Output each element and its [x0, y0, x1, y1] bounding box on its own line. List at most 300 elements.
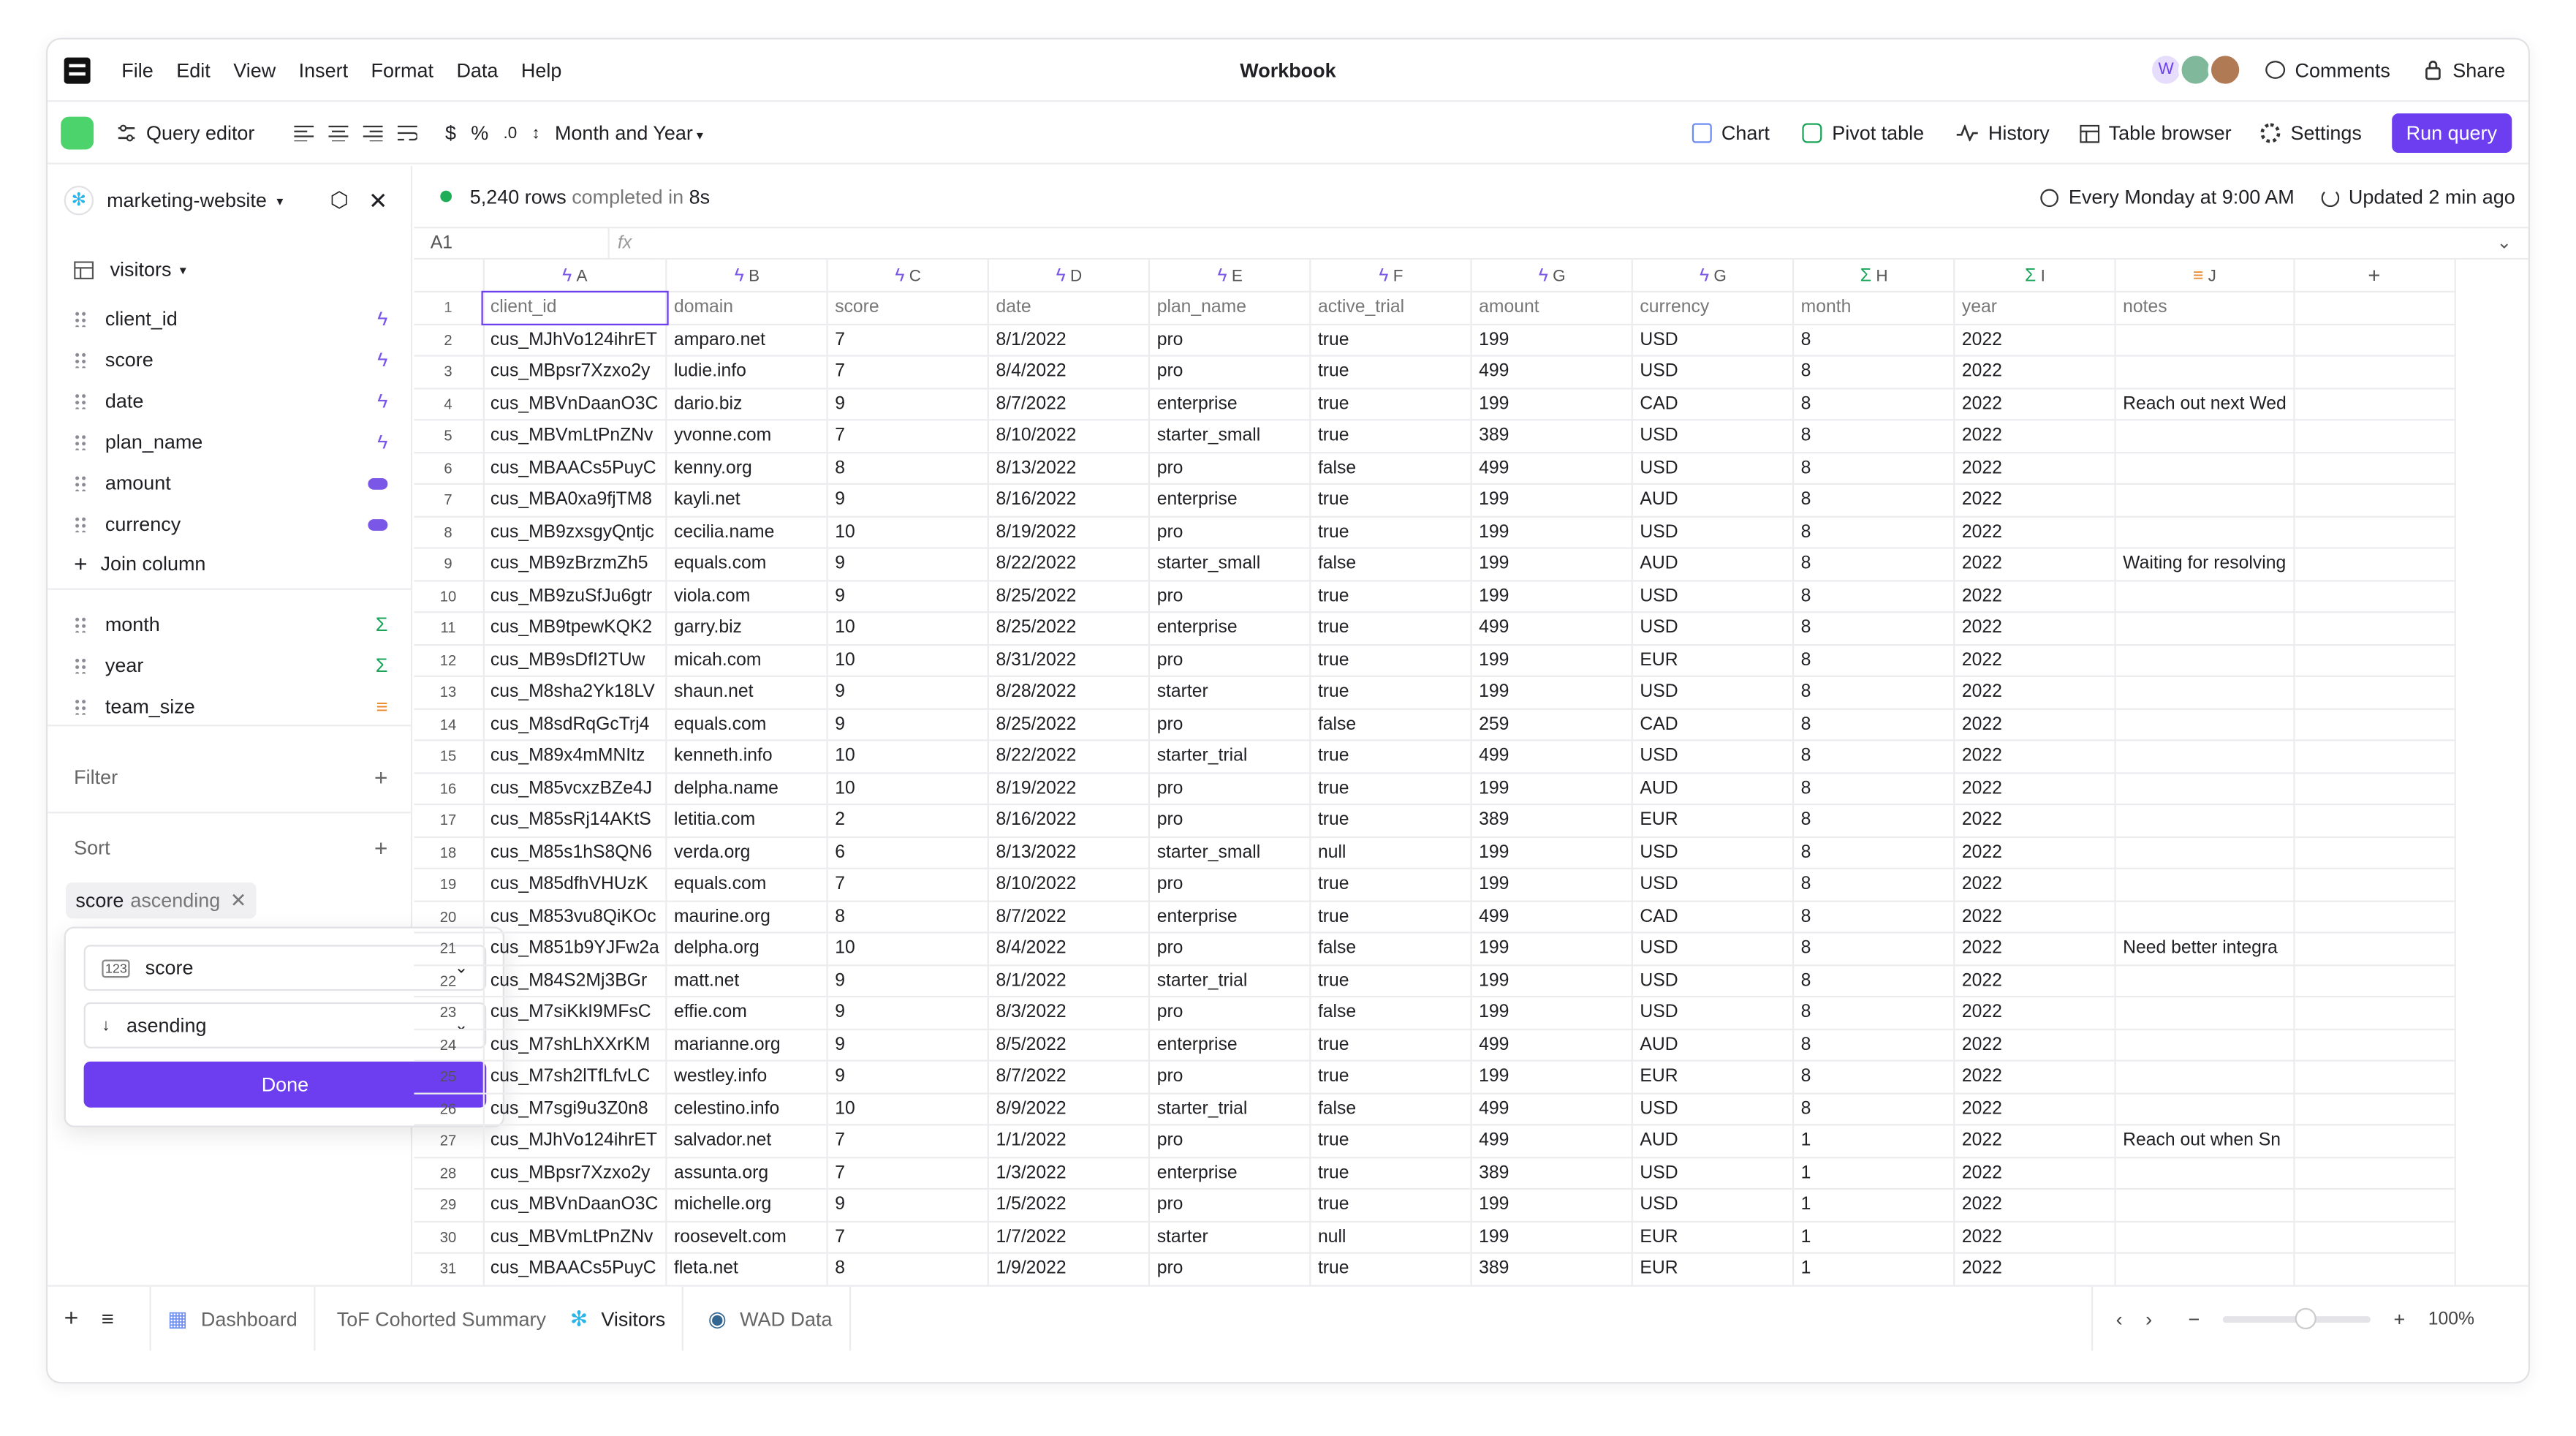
table-cell[interactable]: pro [1150, 580, 1311, 612]
chevron-down-icon[interactable]: ⌄ [2496, 233, 2512, 254]
table-cell[interactable]: true [1311, 1189, 1471, 1221]
table-cell[interactable]: 2022 [1955, 420, 2115, 452]
table-cell[interactable]: plan_name [1150, 292, 1311, 324]
table-cell[interactable]: true [1311, 580, 1471, 612]
sidebar-column-plan-name[interactable] [74, 426, 387, 458]
table-cell[interactable] [2115, 869, 2294, 901]
table-cell[interactable]: true [1311, 1061, 1471, 1093]
table-cell[interactable]: AUD [1632, 1125, 1793, 1157]
table-cell[interactable] [2115, 804, 2294, 836]
table-cell[interactable]: Reach out next Wed [2115, 388, 2294, 420]
drag-handle-icon[interactable] [74, 516, 87, 532]
table-cell[interactable] [2294, 452, 2455, 484]
table-cell[interactable]: equals.com [667, 869, 827, 901]
table-cell[interactable]: true [1311, 964, 1471, 997]
table-cell[interactable]: 199 [1471, 836, 1632, 869]
table-cell[interactable] [2115, 676, 2294, 708]
table-cell[interactable]: Reach out when Sn [2115, 1125, 2294, 1157]
table-cell[interactable]: false [1311, 452, 1471, 484]
table-cell[interactable]: 389 [1471, 804, 1632, 836]
currency-format-button[interactable]: $ [445, 121, 457, 145]
table-cell[interactable] [2115, 964, 2294, 997]
table-cell[interactable]: 8 [1794, 804, 1955, 836]
table-cell[interactable]: celestino.info [667, 1093, 827, 1125]
table-cell[interactable]: amount [1471, 292, 1632, 324]
table-cell[interactable]: 389 [1471, 1157, 1632, 1189]
table-cell[interactable]: 9 [827, 388, 988, 420]
sidebar-column-client-id[interactable] [74, 303, 387, 336]
table-cell[interactable]: 2022 [1955, 708, 2115, 741]
table-cell[interactable]: pro [1150, 1125, 1311, 1157]
table-cell[interactable]: dario.biz [667, 388, 827, 420]
table-cell[interactable] [2115, 1029, 2294, 1061]
table-cell[interactable]: AUD [1632, 1029, 1793, 1061]
table-cell[interactable] [2115, 452, 2294, 484]
table-cell[interactable]: cus_MB9zxsgyQntjc [483, 516, 667, 548]
table-cell[interactable]: starter [1150, 676, 1311, 708]
percent-format-button[interactable]: % [471, 121, 489, 145]
table-cell[interactable]: USD [1632, 1189, 1793, 1221]
table-cell[interactable] [2294, 356, 2455, 388]
table-cell[interactable]: 1/5/2022 [988, 1189, 1149, 1221]
table-cell[interactable]: enterprise [1150, 484, 1311, 516]
table-cell[interactable]: true [1311, 1253, 1471, 1285]
table-cell[interactable]: 2022 [1955, 516, 2115, 548]
table-cell[interactable]: pro [1150, 804, 1311, 836]
table-cell[interactable] [2294, 836, 2455, 869]
table-cell[interactable]: CAD [1632, 388, 1793, 420]
table-cell[interactable]: 2022 [1955, 932, 2115, 964]
table-cell[interactable]: client_id [483, 292, 667, 324]
table-cell[interactable]: 199 [1471, 932, 1632, 964]
table-cell[interactable]: 2022 [1955, 356, 2115, 388]
table-cell[interactable]: 8/1/2022 [988, 964, 1149, 997]
table-cell[interactable]: amparo.net [667, 324, 827, 356]
menu-view[interactable]: View [233, 58, 276, 83]
table-cell[interactable]: cus_MJhVo124ihrET [483, 324, 667, 356]
table-cell[interactable]: score [827, 292, 988, 324]
table-cell[interactable]: pro [1150, 644, 1311, 676]
table-cell[interactable] [2294, 420, 2455, 452]
table-cell[interactable]: 2022 [1955, 869, 2115, 901]
table-cell[interactable]: 7 [827, 1157, 988, 1189]
table-cell[interactable]: USD [1632, 516, 1793, 548]
table-cell[interactable]: USD [1632, 964, 1793, 997]
column-header[interactable] [1150, 260, 1311, 292]
table-cell[interactable]: 1 [1794, 1125, 1955, 1157]
table-cell[interactable]: true [1311, 1125, 1471, 1157]
table-cell[interactable]: EUR [1632, 1221, 1793, 1253]
table-cell[interactable]: 9 [827, 1189, 988, 1221]
table-cell[interactable]: 8/19/2022 [988, 772, 1149, 804]
table-cell[interactable] [2115, 356, 2294, 388]
table-cell[interactable]: 8/9/2022 [988, 1093, 1149, 1125]
table-cell[interactable]: 499 [1471, 356, 1632, 388]
table-cell[interactable]: 1/9/2022 [988, 1253, 1149, 1285]
table-cell[interactable]: 2022 [1955, 901, 2115, 933]
avatar[interactable] [2208, 53, 2242, 87]
table-cell[interactable]: 8 [1794, 452, 1955, 484]
table-cell[interactable]: currency [1632, 292, 1793, 324]
table-cell[interactable]: 1 [1794, 1157, 1955, 1189]
table-cell[interactable] [2294, 932, 2455, 964]
table-cell[interactable]: kayli.net [667, 484, 827, 516]
table-cell[interactable]: cus_M7shLhXXrKM [483, 1029, 667, 1061]
table-cell[interactable] [2115, 1221, 2294, 1253]
menu-format[interactable]: Format [371, 58, 433, 83]
table-cell[interactable]: 2022 [1955, 676, 2115, 708]
table-cell[interactable]: year [1955, 292, 2115, 324]
table-cell[interactable]: 8/1/2022 [988, 324, 1149, 356]
table-cell[interactable]: 8 [827, 1253, 988, 1285]
table-cell[interactable]: 8 [1794, 484, 1955, 516]
table-cell[interactable]: salvador.net [667, 1125, 827, 1157]
table-cell[interactable]: false [1311, 708, 1471, 741]
table-cell[interactable] [2115, 1253, 2294, 1285]
table-cell[interactable] [2115, 1061, 2294, 1093]
table-cell[interactable]: 8/25/2022 [988, 580, 1149, 612]
run-query-button[interactable]: Run query [2391, 113, 2512, 153]
table-cell[interactable]: cecilia.name [667, 516, 827, 548]
table-cell[interactable] [2115, 644, 2294, 676]
table-cell[interactable]: 10 [827, 740, 988, 772]
table-cell[interactable]: AUD [1632, 772, 1793, 804]
table-cell[interactable] [2294, 869, 2455, 901]
table-cell[interactable]: verda.org [667, 836, 827, 869]
table-cell[interactable]: null [1311, 1221, 1471, 1253]
zoom-in-button[interactable]: + [2393, 1307, 2406, 1331]
table-cell[interactable]: 8/25/2022 [988, 708, 1149, 741]
table-cell[interactable]: true [1311, 804, 1471, 836]
table-cell[interactable]: true [1311, 869, 1471, 901]
table-cell[interactable]: enterprise [1150, 1029, 1311, 1061]
table-cell[interactable]: 2022 [1955, 1093, 2115, 1125]
table-cell[interactable]: 8/25/2022 [988, 612, 1149, 644]
close-icon[interactable]: ✕ [230, 888, 247, 912]
table-cell[interactable]: 499 [1471, 1029, 1632, 1061]
table-cell[interactable]: cus_M853vu8QiKOc [483, 901, 667, 933]
cube-icon[interactable]: ⬡ [330, 187, 349, 212]
table-cell[interactable]: 10 [827, 932, 988, 964]
share-button[interactable]: Share [2452, 58, 2506, 82]
table-cell[interactable]: 7 [827, 356, 988, 388]
wrap-text-icon[interactable] [398, 125, 417, 141]
table-cell[interactable]: true [1311, 740, 1471, 772]
table-cell[interactable]: kenneth.info [667, 740, 827, 772]
table-cell[interactable]: starter_small [1150, 420, 1311, 452]
zoom-out-button[interactable]: − [2188, 1307, 2200, 1331]
table-cell[interactable]: michelle.org [667, 1189, 827, 1221]
table-cell[interactable] [2115, 580, 2294, 612]
drag-handle-icon[interactable] [74, 352, 87, 368]
column-header[interactable] [1311, 260, 1471, 292]
table-cell[interactable]: 1 [1794, 1221, 1955, 1253]
table-cell[interactable]: 8 [1794, 836, 1955, 869]
table-cell[interactable] [2294, 708, 2455, 741]
table-cell[interactable]: active_trial [1311, 292, 1471, 324]
table-cell[interactable] [2115, 708, 2294, 741]
table-cell[interactable]: cus_MBpsr7Xzxo2y [483, 356, 667, 388]
table-cell[interactable]: cus_M85vcxzBZe4J [483, 772, 667, 804]
table-cell[interactable]: 2022 [1955, 1125, 2115, 1157]
table-cell[interactable]: 8/31/2022 [988, 644, 1149, 676]
table-cell[interactable]: AUD [1632, 484, 1793, 516]
table-cell[interactable]: 1/3/2022 [988, 1157, 1149, 1189]
menu-file[interactable]: File [121, 58, 154, 83]
table-cell[interactable]: 199 [1471, 548, 1632, 581]
table-cell[interactable]: 8 [1794, 420, 1955, 452]
table-cell[interactable]: 2022 [1955, 644, 2115, 676]
table-cell[interactable]: 8/16/2022 [988, 804, 1149, 836]
table-cell[interactable]: 2022 [1955, 964, 2115, 997]
table-cell[interactable]: pro [1150, 516, 1311, 548]
table-cell[interactable]: month [1794, 292, 1955, 324]
table-cell[interactable]: cus_MBVmLtPnZNv [483, 420, 667, 452]
sidebar-column-date[interactable] [74, 385, 387, 417]
table-cell[interactable]: 1 [1794, 1189, 1955, 1221]
pivot-table-button[interactable]: Pivot table [1832, 121, 1925, 145]
table-cell[interactable]: 8 [1794, 676, 1955, 708]
table-cell[interactable] [2115, 740, 2294, 772]
table-cell[interactable]: pro [1150, 356, 1311, 388]
table-cell[interactable]: 8/7/2022 [988, 901, 1149, 933]
table-cell[interactable]: delpha.name [667, 772, 827, 804]
table-cell[interactable]: cus_M85dfhVHUzK [483, 869, 667, 901]
table-cell[interactable] [2294, 644, 2455, 676]
table-cell[interactable] [2294, 772, 2455, 804]
table-cell[interactable]: cus_M89x4mMNItz [483, 740, 667, 772]
table-cell[interactable]: assunta.org [667, 1157, 827, 1189]
table-cell[interactable]: 499 [1471, 1093, 1632, 1125]
table-cell[interactable]: garry.biz [667, 612, 827, 644]
table-cell[interactable]: null [1311, 836, 1471, 869]
column-header[interactable] [667, 260, 827, 292]
table-cell[interactable]: USD [1632, 580, 1793, 612]
table-cell[interactable]: 10 [827, 772, 988, 804]
table-cell[interactable]: EUR [1632, 1061, 1793, 1093]
table-cell[interactable]: 8 [1794, 932, 1955, 964]
table-cell[interactable]: 2022 [1955, 1029, 2115, 1061]
table-cell[interactable]: 8 [827, 452, 988, 484]
table-cell[interactable] [2115, 836, 2294, 869]
table-cell[interactable]: 8/7/2022 [988, 388, 1149, 420]
table-cell[interactable] [2294, 324, 2455, 356]
query-editor-button[interactable]: Query editor [146, 121, 255, 145]
table-cell[interactable]: 2022 [1955, 772, 2115, 804]
table-cell[interactable]: 6 [827, 836, 988, 869]
table-cell[interactable]: 9 [827, 1029, 988, 1061]
table-cell[interactable]: 9 [827, 997, 988, 1029]
table-cell[interactable]: pro [1150, 324, 1311, 356]
column-header[interactable] [1632, 260, 1793, 292]
table-cell[interactable]: 2022 [1955, 804, 2115, 836]
table-cell[interactable]: USD [1632, 740, 1793, 772]
corner-cell[interactable] [414, 260, 482, 292]
table-cell[interactable]: 199 [1471, 772, 1632, 804]
table-cell[interactable]: USD [1632, 676, 1793, 708]
drag-handle-icon[interactable] [74, 393, 87, 409]
table-cell[interactable]: starter_trial [1150, 740, 1311, 772]
table-browser-button[interactable]: Table browser [2108, 121, 2232, 145]
table-cell[interactable]: pro [1150, 869, 1311, 901]
table-cell[interactable]: 7 [827, 420, 988, 452]
table-cell[interactable] [2294, 1157, 2455, 1189]
zoom-slider-handle[interactable] [2295, 1307, 2316, 1329]
table-cell[interactable]: kenny.org [667, 452, 827, 484]
table-cell[interactable]: 10 [827, 644, 988, 676]
table-cell[interactable]: 2 [827, 804, 988, 836]
sidebar-metric-team-size[interactable] [74, 690, 387, 723]
table-cell[interactable]: 8/4/2022 [988, 356, 1149, 388]
table-cell[interactable]: 499 [1471, 901, 1632, 933]
number-format-icon[interactable]: ↕ [531, 124, 540, 143]
table-cell[interactable] [2115, 772, 2294, 804]
table-cell[interactable]: 10 [827, 612, 988, 644]
table-cell[interactable]: cus_MBAACs5PuyC [483, 1253, 667, 1285]
table-cell[interactable] [2294, 1029, 2455, 1061]
table-cell[interactable] [2115, 420, 2294, 452]
table-cell[interactable]: starter [1150, 1221, 1311, 1253]
table-cell[interactable]: 8 [1794, 580, 1955, 612]
table-cell[interactable]: 2022 [1955, 1253, 2115, 1285]
table-cell[interactable]: true [1311, 1157, 1471, 1189]
table-cell[interactable]: 8/22/2022 [988, 548, 1149, 581]
table-cell[interactable]: true [1311, 676, 1471, 708]
table-cell[interactable] [2294, 901, 2455, 933]
align-right-icon[interactable] [363, 125, 383, 141]
table-cell[interactable] [2294, 997, 2455, 1029]
table-cell[interactable]: 8/19/2022 [988, 516, 1149, 548]
table-cell[interactable]: 8 [1794, 997, 1955, 1029]
table-cell[interactable]: 8 [1794, 772, 1955, 804]
table-cell[interactable]: AUD [1632, 548, 1793, 581]
table-cell[interactable]: 8/16/2022 [988, 484, 1149, 516]
table-cell[interactable]: 9 [827, 580, 988, 612]
table-cell[interactable]: viola.com [667, 580, 827, 612]
chevron-left-icon[interactable]: ‹ [2115, 1307, 2123, 1331]
table-cell[interactable]: cus_MB9zuSfJu6gtr [483, 580, 667, 612]
table-cell[interactable]: starter_trial [1150, 964, 1311, 997]
menu-edit[interactable]: Edit [176, 58, 211, 83]
drag-handle-icon[interactable] [74, 434, 87, 450]
table-cell[interactable]: cus_MBpsr7Xzxo2y [483, 1157, 667, 1189]
table-cell[interactable]: 8 [1794, 548, 1955, 581]
table-cell[interactable]: 8/10/2022 [988, 869, 1149, 901]
table-cell[interactable]: USD [1632, 1157, 1793, 1189]
table-cell[interactable]: cus_M85s1hS8QN6 [483, 836, 667, 869]
table-cell[interactable]: 8 [1794, 901, 1955, 933]
table-cell[interactable]: true [1311, 901, 1471, 933]
smiley-icon[interactable] [61, 117, 94, 150]
table-cell[interactable]: USD [1632, 612, 1793, 644]
table-cell[interactable] [2115, 324, 2294, 356]
table-cell[interactable]: starter_trial [1150, 1093, 1311, 1125]
table-cell[interactable] [2294, 1093, 2455, 1125]
table-cell[interactable]: 499 [1471, 452, 1632, 484]
table-cell[interactable]: true [1311, 516, 1471, 548]
table-cell[interactable]: cus_M851b9YJFw2a [483, 932, 667, 964]
table-cell[interactable]: true [1311, 420, 1471, 452]
table-cell[interactable]: true [1311, 388, 1471, 420]
table-cell[interactable] [2294, 548, 2455, 581]
tab-dashboard[interactable] [151, 1287, 316, 1351]
table-cell[interactable]: USD [1632, 452, 1793, 484]
column-header[interactable] [988, 260, 1149, 292]
column-header[interactable] [483, 260, 667, 292]
drag-handle-icon[interactable] [74, 657, 87, 673]
table-cell[interactable] [2115, 1189, 2294, 1221]
table-cell[interactable]: true [1311, 612, 1471, 644]
history-button[interactable]: History [1988, 121, 2050, 145]
table-cell[interactable]: 9 [827, 708, 988, 741]
table-cell[interactable]: 259 [1471, 708, 1632, 741]
table-cell[interactable]: 8 [1794, 1029, 1955, 1061]
join-column-button[interactable] [74, 547, 387, 580]
table-cell[interactable] [2294, 388, 2455, 420]
table-cell[interactable]: 8 [1794, 644, 1955, 676]
table-cell[interactable] [2294, 580, 2455, 612]
table-cell[interactable]: shaun.net [667, 676, 827, 708]
table-cell[interactable]: 8 [1794, 1093, 1955, 1125]
menu-help[interactable]: Help [520, 58, 562, 83]
table-cell[interactable]: micah.com [667, 644, 827, 676]
table-cell[interactable]: cus_MBVnDaanO3C [483, 1189, 667, 1221]
table-cell[interactable]: cus_M8sha2Yk18LV [483, 676, 667, 708]
table-cell[interactable]: true [1311, 1029, 1471, 1061]
table-cell[interactable]: 2022 [1955, 1189, 2115, 1221]
drag-handle-icon[interactable] [74, 616, 87, 632]
table-cell[interactable]: 8 [1794, 869, 1955, 901]
table-cell[interactable]: 9 [827, 676, 988, 708]
formula-input[interactable] [654, 228, 2461, 257]
sidebar-column-score[interactable] [74, 344, 387, 377]
table-cell[interactable]: 8 [827, 901, 988, 933]
table-cell[interactable]: USD [1632, 1093, 1793, 1125]
table-cell[interactable]: 199 [1471, 516, 1632, 548]
table-cell[interactable] [2115, 484, 2294, 516]
table-cell[interactable]: 8 [1794, 612, 1955, 644]
table-cell[interactable]: false [1311, 1093, 1471, 1125]
table-cell[interactable]: 8/4/2022 [988, 932, 1149, 964]
column-header[interactable] [2115, 260, 2294, 292]
tab-visitors[interactable] [553, 1287, 683, 1351]
table-cell[interactable]: 2022 [1955, 484, 2115, 516]
table-cell[interactable]: 7 [827, 1221, 988, 1253]
table-cell[interactable]: false [1311, 997, 1471, 1029]
table-cell[interactable]: equals.com [667, 548, 827, 581]
table-cell[interactable]: 2022 [1955, 324, 2115, 356]
table-cell[interactable]: true [1311, 772, 1471, 804]
table-cell[interactable] [2294, 612, 2455, 644]
table-cell[interactable]: 199 [1471, 997, 1632, 1029]
table-cell[interactable]: pro [1150, 1189, 1311, 1221]
table-cell[interactable]: date [988, 292, 1149, 324]
table-cell[interactable]: domain [667, 292, 827, 324]
tab-wad-data[interactable] [692, 1287, 850, 1351]
table-cell[interactable]: 8/22/2022 [988, 740, 1149, 772]
table-cell[interactable]: EUR [1632, 804, 1793, 836]
schedule-text[interactable]: Every Monday at 9:00 AM [2068, 185, 2295, 209]
table-cell[interactable]: cus_MB9tpewKQK2 [483, 612, 667, 644]
table-cell[interactable]: pro [1150, 1061, 1311, 1093]
table-cell[interactable]: 499 [1471, 612, 1632, 644]
table-cell[interactable]: 8/5/2022 [988, 1029, 1149, 1061]
table-cell[interactable]: 199 [1471, 1061, 1632, 1093]
table-cell[interactable]: 7 [827, 869, 988, 901]
table-cell[interactable]: EUR [1632, 1253, 1793, 1285]
table-cell[interactable]: cus_MBA0xa9fjTM8 [483, 484, 667, 516]
table-cell[interactable] [2294, 516, 2455, 548]
